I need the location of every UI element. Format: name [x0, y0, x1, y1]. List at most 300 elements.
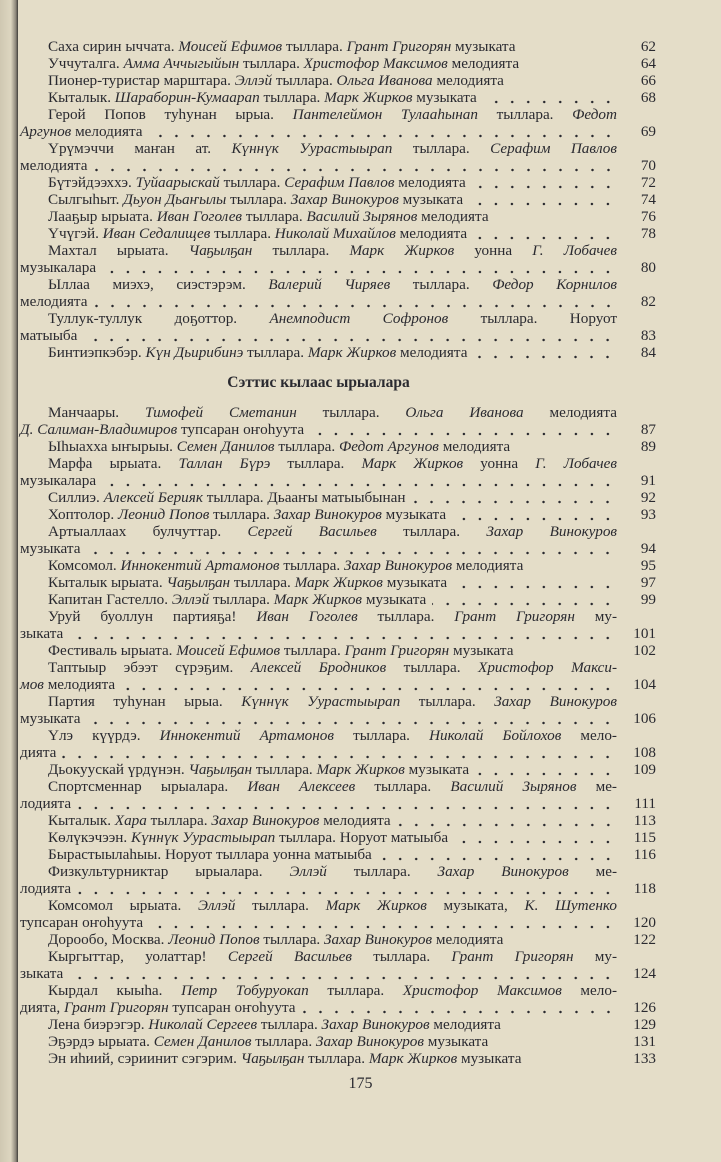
- toc-entry[interactable]: [20, 727, 660, 761]
- dot-leader: [411, 489, 616, 506]
- entry-title-line: [48, 38, 516, 55]
- entry-page-number: 66: [640, 72, 656, 89]
- toc-entry[interactable]: [20, 608, 660, 642]
- dot-leader: [102, 472, 616, 489]
- entry-text: музыката: [457, 1050, 522, 1067]
- author-name: Леонид Попов: [117, 506, 210, 523]
- author-name: Иван Алексеев: [247, 778, 356, 795]
- dot-leader: [432, 591, 616, 608]
- entry-text: тыллара.: [390, 276, 493, 293]
- dot-leader: [83, 327, 616, 344]
- entry-text: мелодията: [523, 404, 617, 421]
- author-name: Пантелеймон Тулааһынап: [292, 106, 478, 123]
- entry-text: тыллара.: [239, 55, 304, 72]
- entry-page-number: 111: [634, 795, 656, 812]
- entry-text: тыллара.: [355, 778, 451, 795]
- entry-text: Сылгыһыт.: [48, 191, 124, 208]
- entry-text: тыллара. Норуот: [448, 310, 618, 327]
- entry-title-line: [48, 106, 617, 123]
- entry-title-line: [48, 812, 391, 829]
- dot-leader: [69, 965, 616, 982]
- spacer: [523, 557, 620, 574]
- toc-entry[interactable]: [20, 38, 660, 55]
- author-name: Иннокентий Артамонов: [159, 727, 334, 744]
- author-name: Аргунов: [20, 123, 72, 140]
- entry-text: Пионер-туристар марштара.: [48, 72, 235, 89]
- toc-entry[interactable]: [20, 489, 660, 506]
- entry-text: Ыһыахха ыҥырыы.: [48, 438, 177, 455]
- author-name: Амма Аччыгыйын: [123, 55, 240, 72]
- entry-text: тыллара.: [226, 191, 291, 208]
- toc-entry[interactable]: [20, 174, 660, 191]
- entry-continuation-line: [20, 880, 71, 897]
- entry-text: Манчаары.: [48, 404, 145, 421]
- entry-text: Уччуталга.: [48, 55, 124, 72]
- entry-text: мелодията: [395, 225, 468, 242]
- entry-text: мелодията: [394, 174, 466, 191]
- toc-entry[interactable]: [20, 1016, 660, 1033]
- author-name: Василий Зырянов: [450, 778, 577, 795]
- entry-text: тыллара.: [376, 523, 487, 540]
- entry-text: тупсаран оҥоһуута: [168, 999, 296, 1016]
- entry-text: музыката: [449, 642, 514, 659]
- entry-text: Хоптолор.: [48, 506, 118, 523]
- dot-leader: [77, 880, 616, 897]
- dot-leader: [472, 174, 616, 191]
- toc-entry[interactable]: [20, 948, 660, 982]
- entry-text: тыллара.: [230, 574, 295, 591]
- entry-text: Үчүгэй.: [48, 225, 103, 242]
- entry-title-line: [48, 608, 617, 625]
- author-name: Федот Аргунов: [339, 438, 439, 455]
- entry-page-number: 92: [640, 489, 656, 506]
- entry-title-line: [48, 982, 617, 999]
- entry-text: тыллара.: [279, 557, 344, 574]
- author-name: Алексей Бродников: [250, 659, 387, 676]
- entry-continuation-line: [20, 795, 71, 812]
- author-name: Г. Лобачев: [535, 455, 617, 472]
- entry-continuation-line: [20, 999, 296, 1016]
- entry-title-line: [48, 761, 469, 778]
- spacer: [516, 38, 621, 55]
- entry-page-number: 126: [633, 999, 656, 1016]
- author-name: Г. Лобачев: [532, 242, 617, 259]
- spacer: [519, 55, 620, 72]
- author-name: Федот: [572, 106, 617, 123]
- author-name: Эллэй: [234, 72, 273, 89]
- entry-text: тыллара.: [270, 455, 362, 472]
- dot-leader: [310, 421, 616, 438]
- entry-title-line: [48, 310, 617, 327]
- entry-text: Кыталык ырыата.: [48, 574, 167, 591]
- toc-entry[interactable]: [20, 438, 660, 455]
- toc-entry[interactable]: [20, 574, 660, 591]
- entry-title-line: [48, 659, 617, 676]
- entry-title-line: [48, 642, 513, 659]
- toc-entry[interactable]: [20, 140, 660, 174]
- entry-title-line: [48, 591, 426, 608]
- author-name: Сергей Васильев: [227, 948, 353, 965]
- toc-entry[interactable]: [20, 846, 660, 863]
- entry-page-number: 82: [640, 293, 656, 310]
- toc-entry[interactable]: [20, 897, 660, 931]
- entry-title-line: [48, 1033, 488, 1050]
- author-name: Захар Винокуров: [494, 693, 617, 710]
- entry-page-number: 84: [640, 344, 656, 361]
- entry-text: тыллара.: [477, 106, 573, 123]
- entry-text: тыллара.: [242, 208, 307, 225]
- entry-text: музыката: [382, 574, 448, 591]
- dot-leader: [102, 259, 616, 276]
- entry-text: Лааҕыр ырыата.: [48, 208, 157, 225]
- entry-text: матыыба: [20, 327, 78, 344]
- toc-entry[interactable]: [20, 931, 660, 948]
- dot-leader: [77, 795, 616, 812]
- entry-text: тыллара.: [274, 438, 339, 455]
- entry-title-line: [48, 225, 467, 242]
- dot-leader: [469, 191, 616, 208]
- toc-entry[interactable]: [20, 55, 660, 72]
- author-name: Марк Жирков: [273, 591, 363, 608]
- entry-text: Силлиэ.: [48, 489, 104, 506]
- entry-page-number: 120: [633, 914, 656, 931]
- author-name: Семен Данилов: [176, 438, 275, 455]
- entry-text: мело-: [561, 982, 618, 999]
- toc-entry[interactable]: [20, 1050, 660, 1067]
- entry-page-number: 76: [640, 208, 656, 225]
- entry-text: Герой Попов туһунан ырыа.: [48, 106, 293, 123]
- entry-text: Марфа ырыата.: [48, 455, 179, 472]
- entry-title-line: [48, 523, 617, 540]
- dot-leader: [473, 225, 616, 242]
- toc-entry[interactable]: [20, 761, 660, 778]
- entry-text: музыката,: [426, 897, 525, 914]
- entry-text: музыката: [362, 591, 427, 608]
- author-name: Николай Бойлохов: [429, 727, 562, 744]
- entry-text: мелодията: [396, 344, 468, 361]
- author-name: Алексей Берияк: [103, 489, 203, 506]
- entry-text: тыллара.: [282, 38, 347, 55]
- author-name: Туйаарыскай: [135, 174, 220, 191]
- entry-text: тыллара. Дьааҥы матыыбынан: [202, 489, 406, 506]
- entry-text: лодията: [20, 795, 72, 812]
- entry-continuation-line: [20, 540, 80, 557]
- entry-page-number: 68: [640, 89, 656, 106]
- entry-title-line: [48, 931, 503, 948]
- entry-text: музыката: [20, 710, 81, 727]
- entry-text: тыллара.: [326, 863, 438, 880]
- entry-text: Таптыыр эбээт сүрэҕим.: [48, 659, 251, 676]
- author-name: Таллан Бүрэ: [178, 455, 271, 472]
- author-name: Моисей Ефимов: [178, 38, 283, 55]
- entry-page-number: 95: [640, 557, 656, 574]
- entry-continuation-line: [20, 123, 143, 140]
- toc-entry[interactable]: [20, 863, 660, 897]
- entry-continuation-line: [20, 157, 88, 174]
- author-name: Захар Винокуров: [290, 191, 399, 208]
- author-name: Марк Жирков: [294, 574, 383, 591]
- entry-text: Эн иһиий, сэриинит сэгэрим.: [48, 1050, 241, 1067]
- entry-text: мелодията: [432, 931, 504, 948]
- toc-entry[interactable]: [20, 506, 660, 523]
- entry-text: Физкультурниктар ырыалара.: [48, 863, 290, 880]
- entry-text: музыкалара: [20, 259, 97, 276]
- entry-title-line: [48, 191, 463, 208]
- toc-entry[interactable]: [20, 310, 660, 344]
- entry-text: Эҕэрдэ ырыата.: [48, 1033, 154, 1050]
- entry-title-line: [48, 574, 447, 591]
- toc-entry[interactable]: [20, 404, 660, 438]
- entry-text: тупсаран оҥоһуута: [20, 914, 144, 931]
- toc-entry[interactable]: [20, 778, 660, 812]
- author-name: Чаҕылҕан: [240, 1050, 305, 1067]
- author-name: Христофор Макси-: [478, 659, 618, 676]
- entry-text: тыллара.: [146, 812, 212, 829]
- entry-text: тыллара.: [259, 931, 325, 948]
- author-name: Чаҕылҕан: [166, 574, 231, 591]
- entry-text: мелодията: [438, 438, 511, 455]
- entry-continuation-line: [20, 625, 63, 642]
- entry-text: зыката: [20, 965, 64, 982]
- toc-entry[interactable]: [20, 642, 660, 659]
- spacer: [510, 438, 620, 455]
- entry-text: Кыталык.: [48, 812, 115, 829]
- spacer: [489, 208, 620, 225]
- entry-page-number: 133: [633, 1050, 656, 1067]
- entry-continuation-line: [20, 472, 96, 489]
- dot-leader: [149, 123, 616, 140]
- entry-text: музыката: [381, 506, 447, 523]
- entry-text: Партия туһунан ырыа.: [48, 693, 242, 710]
- author-name: Марк Жирков: [325, 897, 427, 914]
- entry-text: тыллара.: [386, 659, 479, 676]
- entry-title-line: [48, 727, 617, 744]
- entry-text: Капитан Гастелло.: [48, 591, 172, 608]
- author-name: Грант Григорян: [344, 642, 450, 659]
- entry-text: Бырастыылаһыы. Норуот тыллара уонна матыыба: [48, 846, 372, 863]
- entry-text: Комсомол.: [48, 557, 121, 574]
- author-name: Күннүк Уурастыырап: [131, 829, 276, 846]
- author-name: мов: [20, 676, 44, 693]
- entry-page-number: 122: [633, 931, 656, 948]
- entry-text: тыллара.: [209, 506, 274, 523]
- entry-title-line: [48, 506, 446, 523]
- author-name: Василий Зырянов: [306, 208, 418, 225]
- entry-text: дията,: [20, 999, 64, 1016]
- entry-text: мелодията: [447, 55, 520, 72]
- author-name: Марк Жирков: [316, 761, 405, 778]
- dot-leader: [94, 293, 617, 310]
- entry-title-line: [48, 438, 510, 455]
- toc-entry[interactable]: [20, 591, 660, 608]
- entry-page-number: 104: [633, 676, 656, 693]
- entry-page-number: 78: [640, 225, 656, 242]
- entry-page-number: 64: [640, 55, 656, 72]
- entry-text: музыката: [398, 191, 464, 208]
- entry-text: музыката: [412, 89, 477, 106]
- table-of-contents: [20, 38, 660, 1067]
- entry-text: мелодията: [429, 1016, 501, 1033]
- entry-title-line: [48, 557, 523, 574]
- entry-text: Кыталык.: [48, 89, 115, 106]
- author-name: Марк Жирков: [361, 455, 464, 472]
- toc-entry[interactable]: [20, 1033, 660, 1050]
- author-name: Захар Винокуров: [315, 1033, 424, 1050]
- entry-text: му-: [574, 608, 618, 625]
- entry-title-line: [48, 208, 489, 225]
- toc-entry[interactable]: [20, 344, 660, 361]
- toc-entry[interactable]: [20, 225, 660, 242]
- entry-text: тыллара.: [259, 89, 325, 106]
- toc-entry[interactable]: [20, 89, 660, 106]
- author-name: Күннүк Уурастыырап: [241, 693, 401, 710]
- toc-entry[interactable]: [20, 982, 660, 1016]
- toc-entry[interactable]: [20, 523, 660, 557]
- entry-text: уонна: [463, 455, 536, 472]
- entry-text: тыллара.: [252, 761, 317, 778]
- toc-entry[interactable]: [20, 276, 660, 310]
- dot-leader: [94, 157, 617, 174]
- author-name: Марк Жирков: [324, 89, 413, 106]
- spacer: [504, 72, 620, 89]
- entry-text: тыллара.: [272, 72, 337, 89]
- entry-page-number: 118: [633, 880, 656, 897]
- entry-page-number: 93: [640, 506, 656, 523]
- toc-entry[interactable]: [20, 659, 660, 693]
- dot-leader: [475, 761, 616, 778]
- entry-title-line: [48, 55, 519, 72]
- entry-title-line: [48, 1016, 501, 1033]
- toc-entry[interactable]: [20, 208, 660, 225]
- entry-text: Саха сирин ыччата.: [48, 38, 179, 55]
- entry-page-number: 91: [640, 472, 656, 489]
- entry-text: мелодията: [417, 208, 489, 225]
- dot-leader: [378, 846, 616, 863]
- entry-text: Спортсменнар ырыалара.: [48, 778, 248, 795]
- author-name: Грант Григорян: [451, 948, 574, 965]
- author-name: Тимофей Сметанин: [144, 404, 297, 421]
- author-name: Захар Винокуров: [211, 812, 320, 829]
- entry-text: лодията: [20, 880, 72, 897]
- entry-text: мелодията: [43, 676, 116, 693]
- entry-page-number: 74: [640, 191, 656, 208]
- entry-text: музыката: [423, 1033, 489, 1050]
- entry-text: Кырдал кыыһа.: [48, 982, 182, 999]
- entry-page-number: 101: [633, 625, 656, 642]
- spacer: [521, 1050, 620, 1067]
- author-name: Ольга Иванова: [336, 72, 433, 89]
- entry-continuation-line: [20, 710, 80, 727]
- toc-entry[interactable]: [20, 829, 660, 846]
- entry-title-line: [48, 489, 405, 506]
- dot-leader: [453, 574, 616, 591]
- entry-title-line: [48, 829, 448, 846]
- entry-page-number: 62: [640, 38, 656, 55]
- toc-entry[interactable]: [20, 191, 660, 208]
- entry-continuation-line: [20, 327, 77, 344]
- author-name: Д. Салиман-Владимиров: [20, 421, 178, 438]
- author-name: Захар Винокуров: [321, 1016, 430, 1033]
- entry-page-number: 108: [633, 744, 656, 761]
- section-heading: Сэттис кылаас ырыалара: [227, 374, 410, 391]
- entry-text: мелодията: [20, 157, 88, 174]
- author-name: Христофор Максимов: [303, 55, 448, 72]
- author-name: Шараборин-Кумаарап: [114, 89, 260, 106]
- entry-page-number: 109: [633, 761, 656, 778]
- toc-entry[interactable]: [20, 693, 660, 727]
- entry-text: Бинтиэпкэбэр.: [48, 344, 146, 361]
- entry-text: тупсаран оҥоһуута: [177, 421, 305, 438]
- toc-section-2: [20, 404, 660, 1067]
- entry-text: мелодията: [432, 72, 504, 89]
- dot-leader: [483, 89, 616, 106]
- toc-entry[interactable]: [20, 72, 660, 89]
- entry-continuation-line: [20, 259, 96, 276]
- author-name: Захар Винокуров: [324, 931, 433, 948]
- entry-text: тыллара.: [219, 174, 285, 191]
- entry-text: тыллара.: [392, 140, 491, 157]
- entry-text: Дьокуускай үрдүнэн.: [48, 761, 189, 778]
- entry-text: Кыргыттар, уолаттар!: [48, 948, 228, 965]
- dot-leader: [397, 812, 616, 829]
- author-name: Николай Михайлов: [274, 225, 396, 242]
- author-name: Иван Седалищев: [102, 225, 211, 242]
- entry-text: Артыаллаах булчуттар.: [48, 523, 248, 540]
- entry-title-line: [48, 897, 617, 914]
- author-name: Семен Данилов: [153, 1033, 252, 1050]
- toc-entry[interactable]: [20, 812, 660, 829]
- entry-title-line: [48, 344, 467, 361]
- author-name: Дьуон Дьаҥылы: [123, 191, 227, 208]
- entry-continuation-line: [20, 293, 88, 310]
- entry-page-number: 124: [633, 965, 656, 982]
- author-name: Эллэй: [289, 863, 327, 880]
- author-name: Хара: [114, 812, 147, 829]
- entry-text: Ыллаа миэхэ, сиэстэрэм.: [48, 276, 269, 293]
- entry-text: Дорообо, Москва.: [48, 931, 169, 948]
- entry-text: тыллара.: [400, 693, 495, 710]
- entry-continuation-line: [20, 965, 63, 982]
- dot-leader: [69, 625, 616, 642]
- entry-text: тыллара.: [243, 344, 308, 361]
- entry-text: Үрүмэччи маҥан ат.: [48, 140, 232, 157]
- toc-entry[interactable]: [20, 455, 660, 489]
- entry-title-line: [48, 693, 617, 710]
- dot-leader: [86, 710, 616, 727]
- entry-text: Лена биэрэгэр.: [48, 1016, 149, 1033]
- entry-title-line: [48, 778, 617, 795]
- toc-entry[interactable]: [20, 106, 660, 140]
- author-name: Леонид Попов: [168, 931, 260, 948]
- toc-entry[interactable]: [20, 557, 660, 574]
- entry-page-number: 69: [640, 123, 656, 140]
- entry-text: музыката: [451, 38, 516, 55]
- entry-page-number: 70: [640, 157, 656, 174]
- entry-page-number: 116: [633, 846, 656, 863]
- author-name: Серафим Павлов: [490, 140, 617, 157]
- author-name: К. Шутенко: [524, 897, 618, 914]
- entry-text: тыллара.: [252, 242, 350, 259]
- entry-text: мело-: [561, 727, 617, 744]
- entry-continuation-line: [20, 914, 143, 931]
- dot-leader: [62, 744, 616, 761]
- dot-leader: [121, 676, 616, 693]
- toc-entry[interactable]: [20, 242, 660, 276]
- dot-leader: [302, 999, 616, 1016]
- entry-title-line: [48, 140, 617, 157]
- author-name: Марк Жирков: [307, 344, 397, 361]
- entry-page-number: 87: [640, 421, 656, 438]
